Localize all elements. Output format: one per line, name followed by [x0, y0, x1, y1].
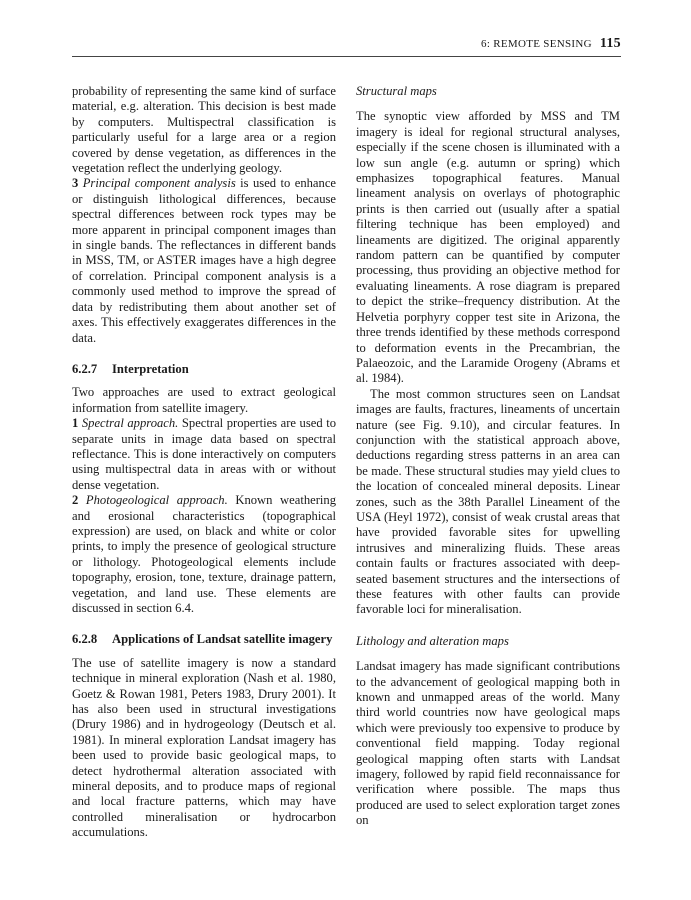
section-title: Interpretation	[112, 361, 189, 376]
item-number: 3	[72, 176, 79, 191]
section-heading-6-2-7	[72, 362, 336, 377]
item-term: Spectral approach.	[81, 416, 179, 431]
paragraph-common-structures: The most common structures seen on Landsat images are faults, fractures, lineaments of uncertain nature (see Fig. 9.10), and circular features. In conjunction with the statistical approach above, deductions regarding stress patterns in an area can be made. These structural studies may yield clues to the location of concealed mineral deposits. Linear zones, such as the 38th Parallel Lineament of the USA (Heyl 1972), consist of weak crustal areas that have provided favorable sites for upwelling intrusives and mineralizing fluids. These areas contain faults or fractures associated with deep-seated basement structures and the intersections of these features with other faults can provide favorable loci for mineralisation.	[356, 386, 620, 617]
paragraph-synoptic: The synoptic view afforded by MSS and TM imagery is ideal for regional structural analyses, especially if the scene chosen is illuminated with a low sun angle (e.g. autumn or spring) which emphasizes topographical features. Manual lineament analysis on overlays of photographic prints is then carried out (usually after a spatial filtering technique has been employed) and lineaments are digitized. The original apparently random pattern can be quantified by computer processing, thus providing an objective method for evaluating lineaments. A rose diagram is prepared to depict the strike–frequency distribution. At the Helvetia porphyry copper test site in Arizona, the three trends identified by these methods correspond to deformation events in the Precambrian, the Palaeozoic, and the Laramide Orogeny (Abrams et al. 1984).	[356, 109, 620, 386]
list-item-2	[72, 493, 336, 616]
list-item-3	[72, 176, 336, 345]
paragraph-approaches: Two approaches are used to extract geological information from satellite imagery.	[72, 385, 336, 415]
list-item-1	[72, 416, 336, 493]
running-head	[481, 36, 621, 52]
right-column	[356, 84, 620, 829]
section-title: Applications of Landsat satellite imagery	[112, 632, 333, 647]
paragraph-landsat-mapping: Landsat imagery has made significant contributions to the advancement of geological mapping both in known and unmapped areas of the world. Many third world countries now have geological maps which were previously too expensive to produce by conventional field mapping. Today regional geological mapping often starts with Landsat imagery, followed by rapid field reconnaissance for verification where possible. The maps thus produced are used to select exploration target zones on	[356, 659, 620, 828]
subheading-structural-maps: Structural maps	[356, 84, 437, 98]
item-term: Photogeological approach.	[85, 493, 228, 508]
header-rule	[72, 56, 621, 57]
item-number: 1	[72, 416, 79, 431]
subheading-lithology: Lithology and alteration maps	[356, 633, 509, 648]
item-text: Known weathering and erosional characteristics (topographical expression) are used, on black and white or color prints, to imply the presence of geological structure or lithology. Photogeological elements include topography, erosion, tone, texture, drainage pattern, vegetation, and land use. These elements are discussed in section 6.4.	[72, 493, 336, 615]
section-number: 6.2.7	[72, 361, 98, 376]
item-number: 2	[72, 493, 79, 508]
section-heading-6-2-8	[72, 632, 336, 647]
section-number: 6.2.8	[72, 632, 98, 647]
page-number: 115	[599, 36, 621, 51]
item-text: Spectral properties are used to separate units in image data based on spectral reflectance. This is done interactively on computers using multispectral data in areas with or without dense vegetation.	[72, 416, 336, 492]
left-column	[72, 84, 336, 841]
item-term: Principal component analysis	[82, 176, 236, 191]
paragraph-applications: The use of satellite imagery is now a standard technique in mineral exploration (Nash et al. 1980, Goetz & Rowan 1981, Peters 1983, Drury 2001). It has also been used in structural investigations (Drury 1986) and in hydrogeology (Deutsch et al. 1981). In mineral exploration Landsat imagery has been used to provide basic geological maps, to detect hydrothermal alteration associated with mineral deposits, and to produce maps of regional and local fracture patterns, which may have controlled mineralisation or hydrocarbon accumulations.	[72, 655, 336, 840]
item-text: is used to enhance or distinguish lithological differences, because spectral differences between rock types may be more apparent in principal component images than in single bands. The reflectances in different bands in MSS, TM, or ASTER images have a high degree of correlation. Principal component analysis is a commonly used method to improve the spread of data by redistributing them about another set of axes. This effectively exaggerates differences in the data.	[72, 176, 336, 345]
paragraph-continued: probability of representing the same kind of surface material, e.g. alteration. This decision is best made by computers. Multispectral classification is particularly useful for a large area or a region covered by dense vegetation, as differences in the vegetation reflect the underlying geology.	[72, 84, 336, 176]
chapter-title: 6: REMOTE SENSING	[481, 38, 592, 50]
